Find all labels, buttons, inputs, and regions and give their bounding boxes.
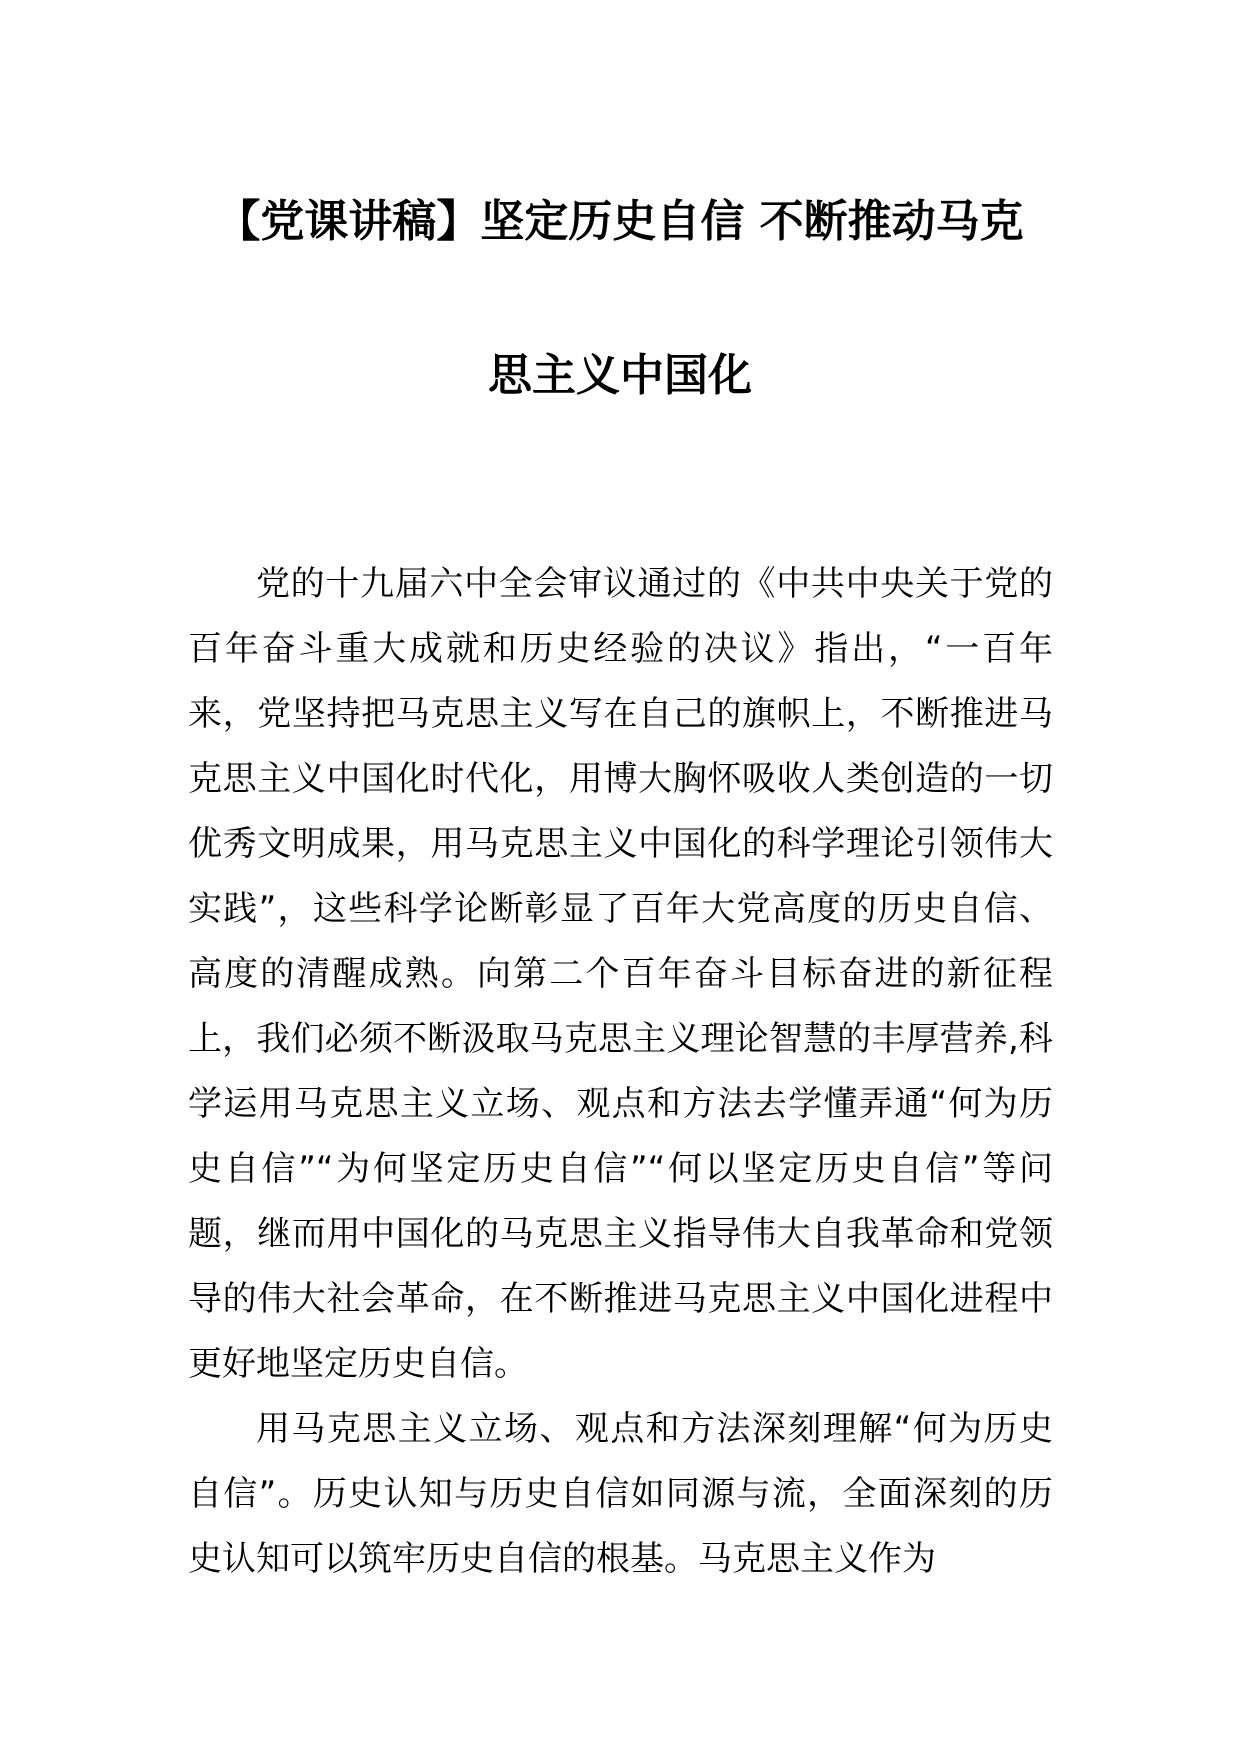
paragraph: 用马克思主义立场、观点和方法深刻理解“何为历史自信”。历史认知与历史自信如同源与流，全面深刻的历史认知可以筑牢历史自信的根基。马克思主义作为 bbox=[188, 1409, 1053, 1579]
title-line-1: 【党课讲稿】坚定历史自信 不断推动马克 bbox=[216, 196, 1024, 247]
document-body bbox=[188, 552, 1053, 1592]
paragraph: 党的十九届六中全会审议通过的《中共中央关于党的百年奋斗重大成就和历史经验的决议》指出，“一百年来，党坚持把马克思主义写在自己的旗帜上，不断推进马克思主义中国化时代化，用博大胸怀吸收人类创造的一切优秀文明成果，用马克思主义中国化的科学理论引领伟大实践”，这些科学论断彰显了百年大党高度的历史自信、高度的清醒成熟。向第二个百年奋斗目标奋进的新征程上，我们必须不断汲取马克思主义理论智慧的丰厚营养,科学运用马克思主义立场、观点和方法去学懂弄通“何为历史自信”“为何坚定历史自信”“何以坚定历史自信”等问题，继而用中国化的马克思主义指导伟大自我革命和党领导的伟大社会革命，在不断推进马克思主义中国化进程中更好地坚定历史自信。 bbox=[188, 564, 1053, 1384]
title-line-2: 思主义中国化 bbox=[488, 350, 752, 401]
document-title bbox=[170, 196, 1070, 401]
